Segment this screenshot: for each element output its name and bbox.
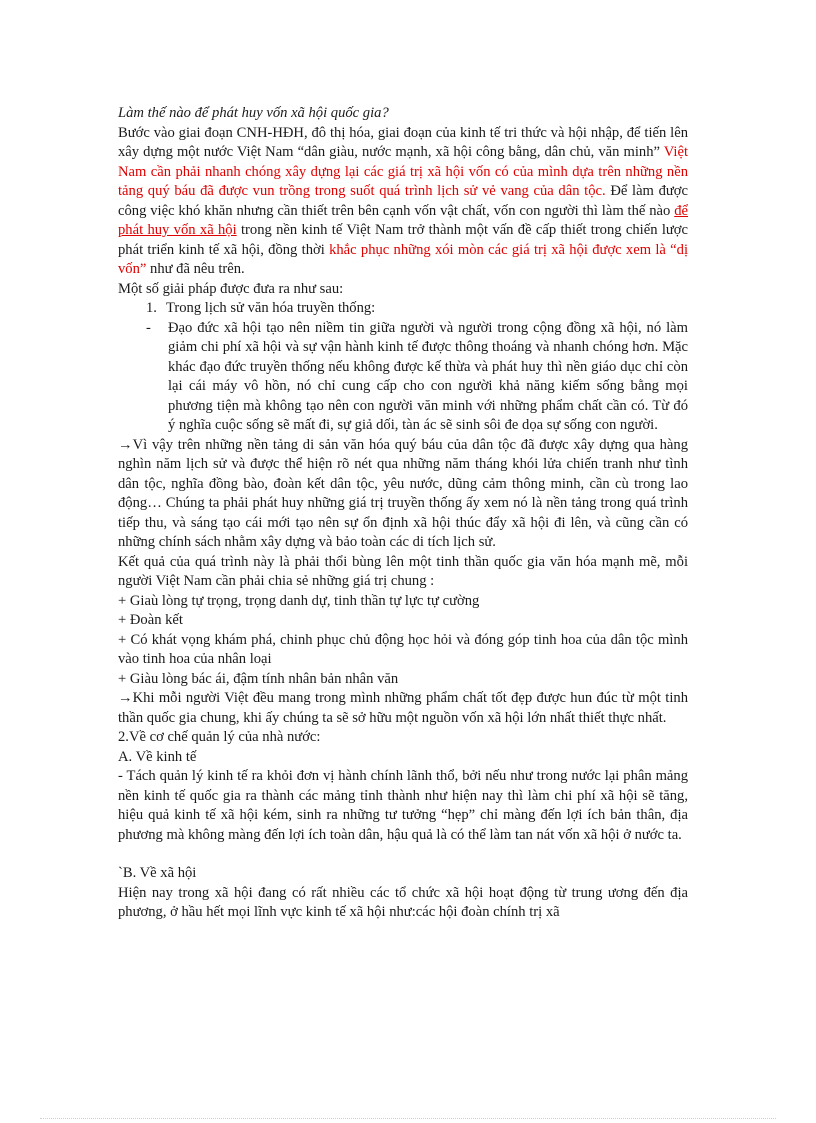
intro-highlight-3: khắc phục những xói mòn các giá trị xã hội được xem là “dị vốn”	[118, 241, 688, 277]
conclusion-paragraph-2: →Khi mỗi người Việt đều mang trong mình những phẩm chất tốt đẹp được hun đúc từ một tinh thần quốc gia chung, khi ấy chúng ta sẽ sở hữu một nguồn vốn xã hội lớn nhất thiết thực nhất.	[118, 690, 688, 726]
section-heading-2: 2.Về cơ chế quản lý của nhà nước:	[118, 729, 321, 745]
intro-highlight-2: để phát huy vốn xã hội	[118, 202, 688, 238]
intro-text-1: Bước vào giai đoạn CNH-HĐH, đô thị hóa, giai đoạn của kinh tế tri thức và hội nhập, để tiến lên xây dựng một nước Việt Nam “dân giàu, nước mạnh, xã hội công bằng, dân chủ, văn minh”	[118, 124, 688, 160]
blank-line	[118, 845, 688, 864]
numbered-item-1	[118, 299, 688, 319]
intro-paragraph	[118, 124, 688, 280]
dash-item-1	[118, 319, 688, 436]
dash-item-text: Đạo đức xã hội tạo nên niềm tin giữa người và người trong cộng đồng xã hội, nó làm giảm chi phí xã hội và sự vận hành kinh tế được thông thoáng và nhanh chóng hơn. Mặc khác đạo đức truyền thống nếu không được kế thừa và phát huy thì nền giáo dục chỉ còn lại cái máy vô hồn, nó chỉ cung cấp cho con người khả năng kiếm sống bằng mọi phương tiện mà không tạo nên con người văn minh với những phẩm chất cần có. Từ đó ý nghĩa cuộc sống sẽ mất đi, sự giả dối, tàn ác sẽ sinh sôi đe dọa sự sống con người.	[168, 319, 688, 433]
value-item: + Giaù lòng tự trọng, trọng danh dự, tinh thần tự lực tự cường	[118, 592, 480, 609]
page-bottom-border	[40, 1118, 776, 1119]
document-title: Làm thế nào để phát huy vốn xã hội quốc gia?	[118, 105, 389, 121]
conclusion-paragraph-1: →Vì vậy trên những nền tảng di sản văn hóa quý báu của dân tộc đã được xây dựng qua hàng nghìn năm lịch sử và được thể hiện rõ nét qua những năm tháng khói lửa chiến tranh như tình dân tộc, nghĩa đồng bào, đoàn kết dân tộc, yêu nước, dũng cảm thông minh, cần cù trong lao động… Chúng ta phải phát huy những giá trị truyền thống ấy xem nó là nền tảng trong quá trình tiếp thu, và sáng tạo cái mới tạo nên sự ổn định xã hội thúc đẩy xã hội đi lên, và cũng cần có những chính sách nhằm xây dựng và bảo toàn các di tích lịch sử.	[118, 436, 688, 550]
list-number: 1.	[146, 300, 157, 316]
intro-text-4: như đã nêu trên.	[146, 261, 245, 277]
society-paragraph: Hiện nay trong xã hội đang có rất nhiều các tổ chức xã hội hoạt động từ trung ương đến địa phương, ở hầu hết mọi lĩnh vực kinh tế xã hội như:các hội đoàn chính trị xã	[118, 884, 688, 920]
value-item: + Đoàn kết	[118, 612, 183, 628]
value-item: + Có khát vọng khám phá, chinh phục chủ động học hỏi và đóng góp tinh hoa của dân tộc mình vào tinh hoa của nhân loại	[118, 631, 688, 667]
intro-text-2: Để làm được công việc khó khăn nhưng cần thiết trên bên cạnh vốn vật chất, vốn con người thì làm thế nào	[118, 183, 688, 219]
economy-paragraph: - Tách quản lý kinh tế ra khỏi đơn vị hành chính lãnh thổ, bởi nếu như trong nước lại phân mảng nền kinh tế quốc gia ra thành các mảng tỉnh thành như hiện nay thì làm chi phí xã hội sẽ tăng, hiệu quả kinh tế xã hội kém, sinh ra những tư tưởng “hẹp” chỉ màng đến lợi ích bản thân, địa phương mà không màng đến lợi ích toàn dân, hậu quả là có thể làm tan nát vốn xã hội ở nước ta.	[118, 768, 688, 843]
subsection-heading-b: `B. Về xã hội	[118, 865, 197, 881]
subsection-heading-a: A. Về kinh tế	[118, 748, 197, 765]
dash-marker: -	[146, 319, 151, 336]
solutions-intro: Một số giải pháp được đưa ra như sau:	[118, 280, 344, 297]
numbered-item-text: Trong lịch sử văn hóa truyền thống:	[166, 300, 376, 316]
result-paragraph: Kết quả của quá trình này là phải thổi bùng lên một tinh thần quốc gia văn hóa mạnh mẽ, mỗi người Việt Nam cần phải chia sẻ những giá trị chung :	[118, 553, 688, 589]
document-body	[118, 104, 688, 923]
intro-text-3: trong nền kinh tế Việt Nam trở thành một vấn đề cấp thiết trong chiến lược phát triển kinh tế xã hội, đồng thời	[118, 222, 688, 258]
value-item: + Giàu lòng bác ái, đậm tính nhân bản nhân văn	[118, 670, 399, 687]
intro-highlight-1: Việt Nam cần phải nhanh chóng xây dựng lại các giá trị xã hội vốn có của mình dựa trên những nền tảng quý báu đã được vun trồng trong suốt quá trình lịch sử vẻ vang của dân tộc.	[118, 144, 688, 199]
